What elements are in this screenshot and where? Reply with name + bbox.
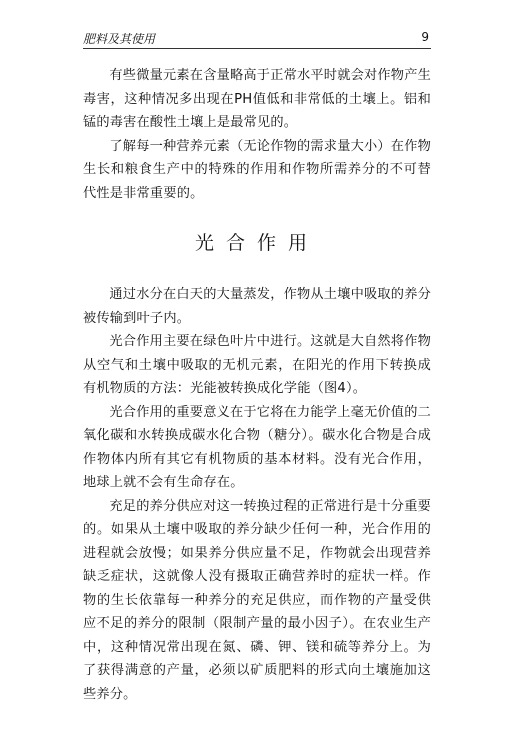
body-paragraph: 光合作用的重要意义在于它将在力能学上毫无价值的二氧化碳和水转换成碳水化合物（糖分）。碳水化合物是合成作物体内所有其它有机物质的基本材料。没有光合作用，地球上就不会有生命存在。 <box>83 404 431 490</box>
running-header <box>83 28 431 49</box>
body-paragraph: 有些微量元素在含量略高于正常水平时就会对作物产生毒害，这种情况多出现在PH值低和非常低的土壤上。铝和锰的毒害在酸性土壤上是最常见的。 <box>83 68 431 130</box>
section-title: 光合作用 <box>194 232 319 254</box>
body-paragraph: 了解每一种营养元素（无论作物的需求量大小）在作物生长和粮食生产中的特殊的作用和作物所需养分的不可替代性是非常重要的。 <box>83 138 431 201</box>
body-paragraph: 通过水分在白天的大量蒸发，作物从土壤中吸取的养分被传输到叶子内。 <box>83 287 431 326</box>
body-paragraph: 充足的养分供应对这一转换过程的正常进行是十分重要的。如果从土壤中吸取的养分缺少任何一种，光合作用的进程就会放慢；如果养分供应量不足，作物就会出现营养缺乏症状，这就像人没有摄取正确营养时的症状一样。作物的生长依靠每一种养分的充足供应，而作物的产量受供应不足的养分的限制（限制产量的最小因子）。在农业生产中，这种情况常出现在氮、磷、钾、镁和硫等养分上。为了获得满意的产量，必须以矿质肥料的形式向土壤施加这些养分。 <box>83 498 431 702</box>
body-paragraph: 光合作用主要在绿色叶片中进行。这就是大自然将作物从空气和土壤中吸取的无机元素，在阳光的作用下转换成有机物质的方法：光能被转换成化学能（图4）。 <box>83 334 431 396</box>
page-number: 9 <box>421 30 429 44</box>
page-body <box>83 64 431 706</box>
running-header-title: 肥料及其使用 <box>83 32 156 46</box>
